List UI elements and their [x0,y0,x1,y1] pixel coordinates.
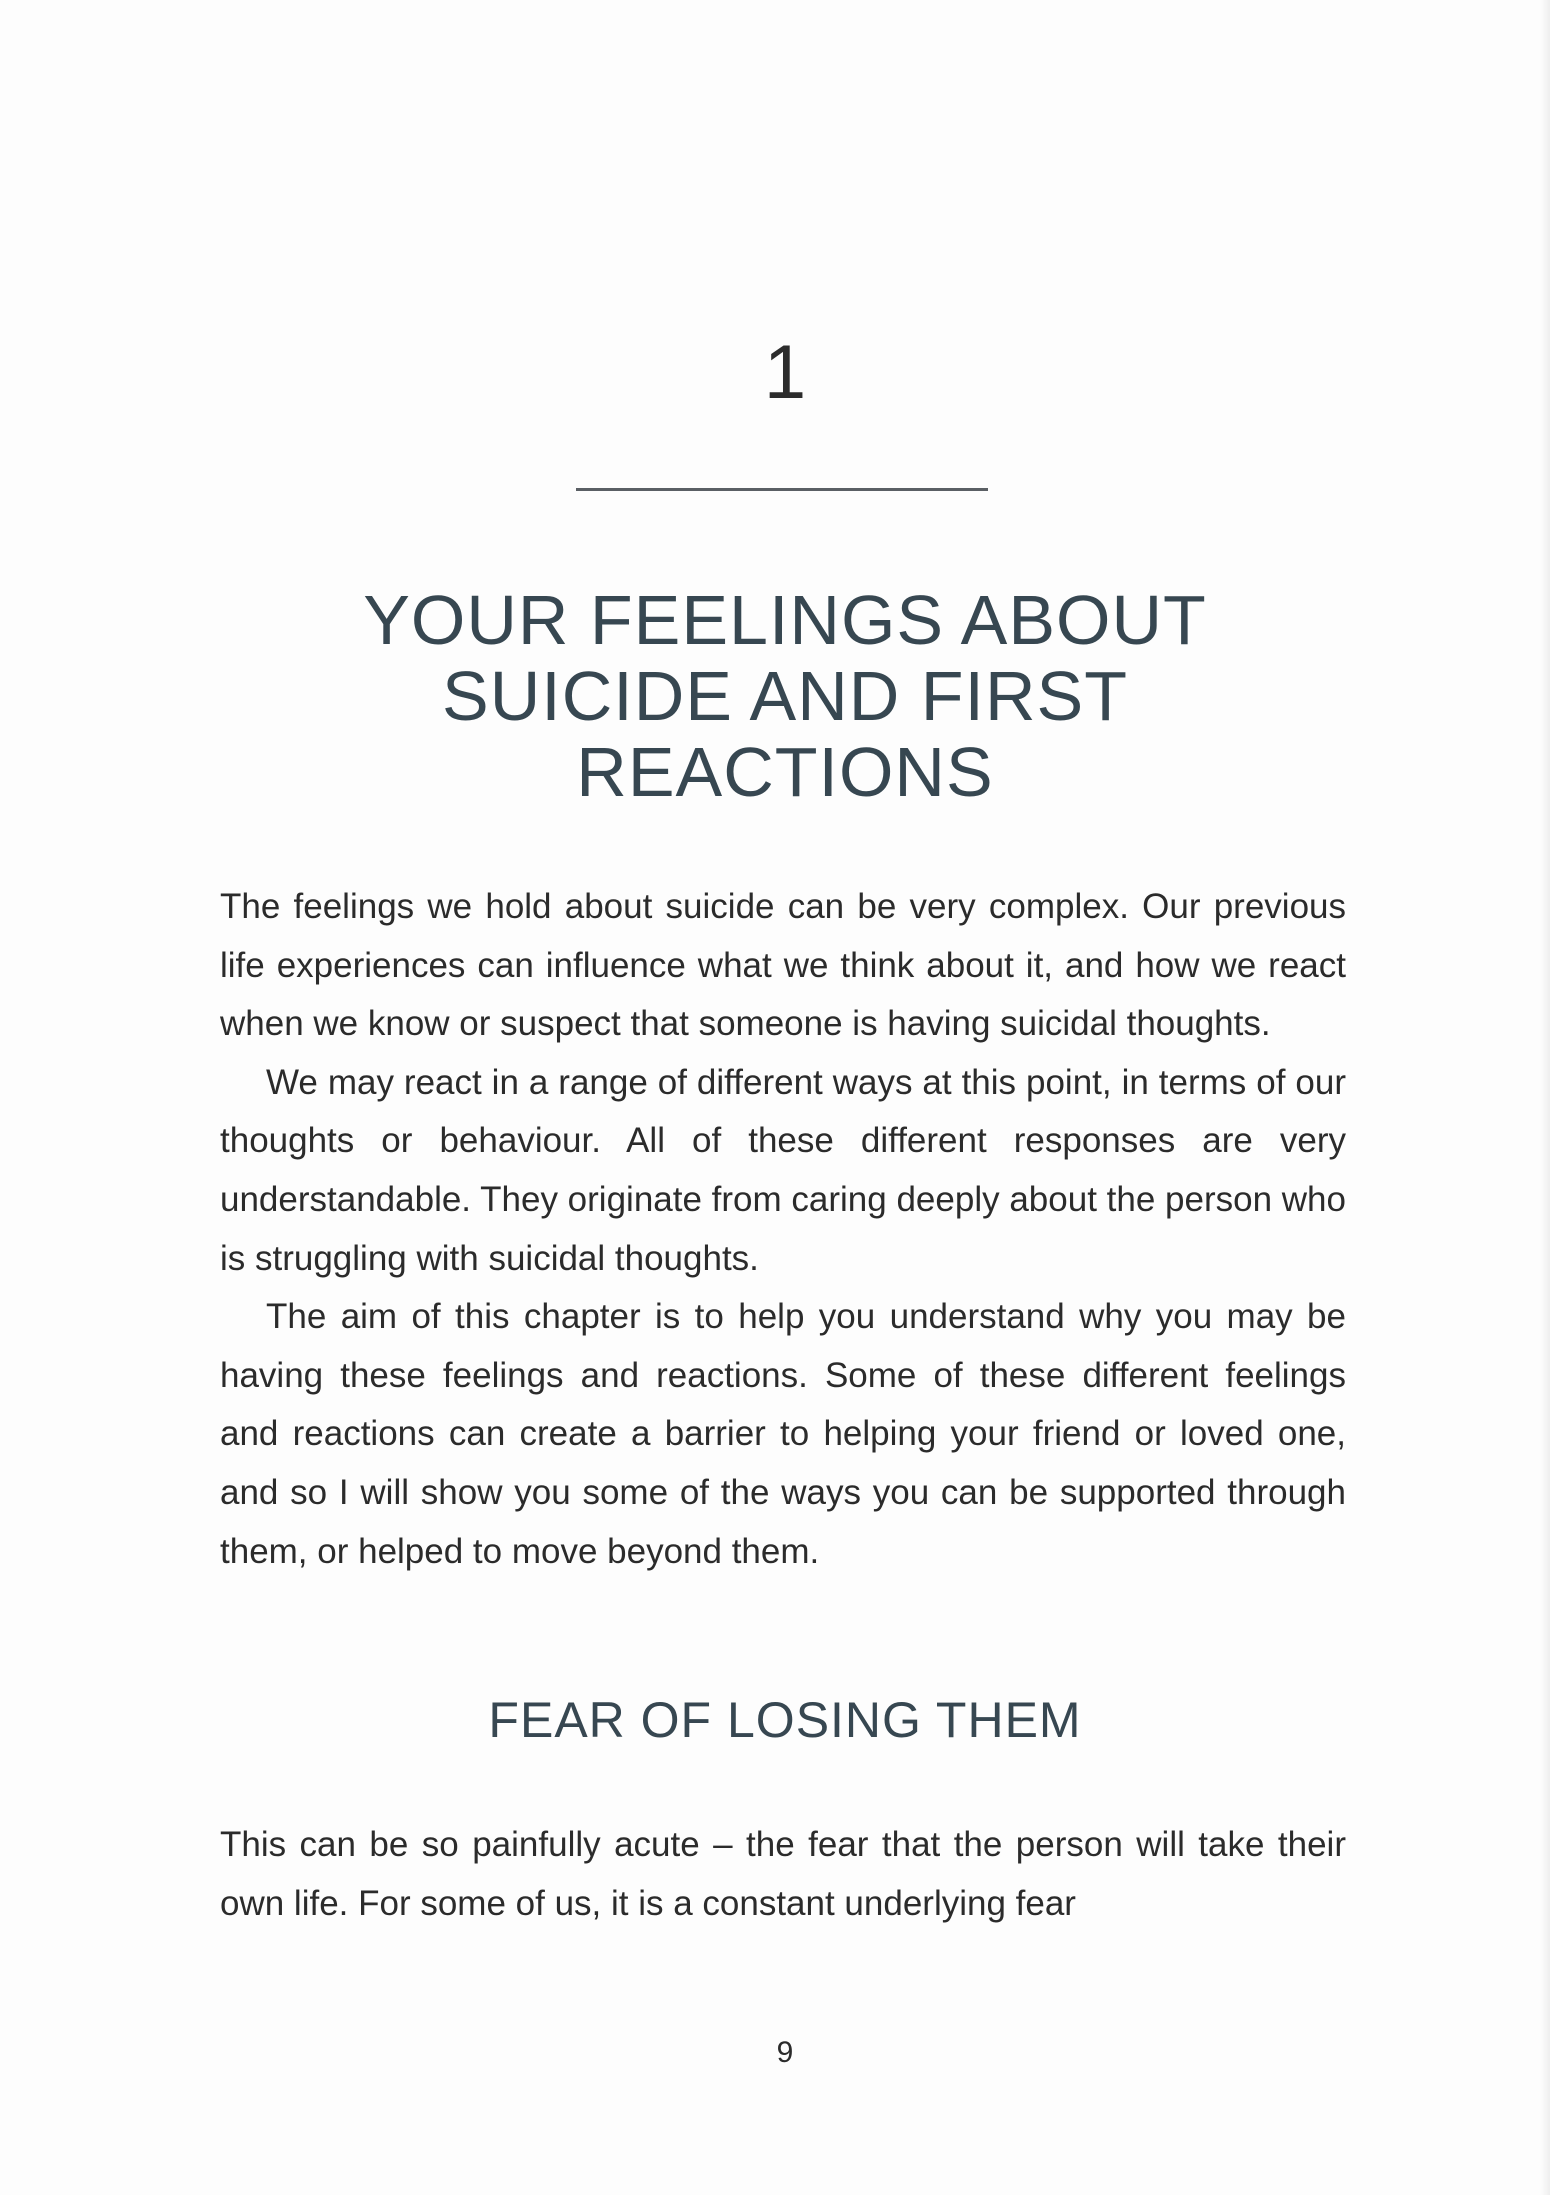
paragraph: This can be so painfully acute – the fear that the person will take their own life. For some of us, it is a constant underlying fear [220,1825,1346,1923]
chapter-title: YOUR FEELINGS ABOUT SUICIDE AND FIRST REACTIONS [363,581,1207,811]
section-heading: FEAR OF LOSING THEM [488,1692,1082,1748]
paragraph: The feelings we hold about suicide can be very complex. Our previous life experiences can influence what we think about it, and how we react when we know or suspect that someone is having suicidal thoughts. [220,887,1346,1044]
page-edge-shadow [1540,0,1550,2195]
chapter-divider-rule [576,488,988,491]
section-text [220,1816,1346,1933]
page-number: 9 [776,2036,794,2069]
chapter-number: 1 [763,330,807,415]
chapter-intro-text [220,878,1346,1581]
paragraph: The aim of this chapter is to help you understand why you may be having these feelings and reactions. Some of these different feelings and reactions can create a barrier to helping your friend or loved one, and so I will show you some of the ways you can be supported through them, or helped to move beyond them. [220,1297,1346,1571]
paragraph: We may react in a range of different ways at this point, in terms of our thoughts or behaviour. All of these different responses are very understandable. They originate from caring deeply about the person who is struggling with suicidal thoughts. [220,1062,1346,1278]
